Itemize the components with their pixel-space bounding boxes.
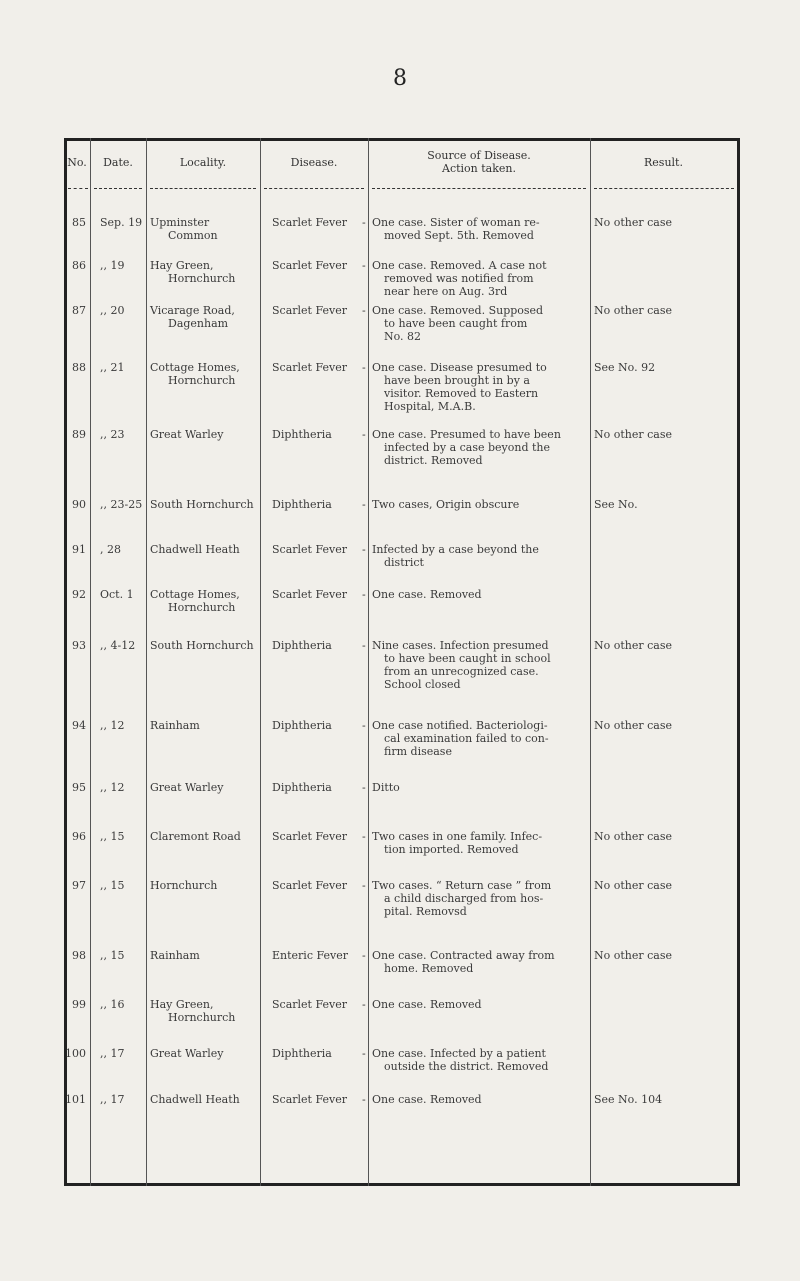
row-date: ,, 17: [100, 1047, 125, 1060]
leader-dash: -: [362, 498, 366, 511]
row-source-line: removed was notified from: [384, 272, 534, 285]
leader-dash: -: [362, 543, 366, 556]
row-source-line: tion imported. Removed: [384, 843, 519, 856]
row-source-line: Two cases in one family. Infec-: [372, 830, 543, 843]
row-locality-line: South Hornchurch: [150, 498, 254, 511]
table-bottom-rule: [64, 1183, 740, 1186]
row-source: [372, 588, 588, 601]
row-date: ,, 21: [100, 361, 125, 374]
row-number: 93: [72, 639, 86, 652]
row-number: 85: [72, 216, 86, 229]
row-date: ,, 20: [100, 304, 125, 317]
row-result: No other case: [594, 304, 673, 317]
row-source-line: One case notified. Bacteriologi-: [372, 719, 548, 732]
row-date: ,, 23-25: [100, 498, 143, 511]
row-locality-line: Dagenham: [168, 317, 229, 330]
row-date: ,, 17: [100, 1093, 125, 1106]
row-source: [372, 216, 588, 242]
row-locality-line: Cottage Homes,: [150, 361, 240, 374]
row-date: Sep. 19: [100, 216, 143, 229]
row-source: [372, 304, 588, 343]
row-locality-line: Rainham: [150, 719, 200, 732]
row-result: No other case: [594, 216, 673, 229]
row-locality-line: Hornchurch: [168, 272, 236, 285]
row-source-line: firm disease: [384, 745, 452, 758]
row-number: 90: [72, 498, 86, 511]
row-source-line: cal examination failed to con-: [384, 732, 549, 745]
row-locality: [150, 639, 260, 652]
row-disease: Scarlet Fever: [272, 543, 347, 556]
row-number: 99: [72, 998, 86, 1011]
row-number: 94: [72, 719, 86, 732]
row-disease: Scarlet Fever: [272, 1093, 347, 1106]
row-disease: Diphtheria: [272, 639, 332, 652]
row-number: 95: [72, 781, 86, 794]
row-number: 88: [72, 361, 86, 374]
row-source-line: One case. Removed: [372, 588, 482, 601]
row-locality-line: Cottage Homes,: [150, 588, 240, 601]
header-underline-result: [594, 188, 734, 189]
row-source: [372, 428, 588, 467]
row-source-line: infected by a case beyond the: [384, 441, 551, 454]
row-source-line: district. Removed: [384, 454, 483, 467]
header-date: Date.: [103, 155, 133, 169]
row-source-line: Two cases, Origin obscure: [372, 498, 520, 511]
leader-dash: -: [362, 1047, 366, 1060]
row-source-line: to have been caught from: [384, 317, 528, 330]
row-source: [372, 361, 588, 413]
row-source-line: from an unrecognized case.: [384, 665, 539, 678]
leader-dash: -: [362, 998, 366, 1011]
row-locality-line: South Hornchurch: [150, 639, 254, 652]
row-locality-line: Hay Green,: [150, 998, 214, 1011]
row-result: No other case: [594, 719, 673, 732]
row-source: [372, 719, 588, 758]
row-source-line: pital. Removsd: [384, 905, 467, 918]
row-source-line: home. Removed: [384, 962, 474, 975]
leader-dash: -: [362, 304, 366, 317]
row-source-line: One case. Contracted away from: [372, 949, 555, 962]
row-disease: Diphtheria: [272, 498, 332, 511]
leader-dash: -: [362, 428, 366, 441]
row-source-line: One case. Infected by a patient: [372, 1047, 546, 1060]
header-source-line2: Action taken.: [442, 162, 516, 175]
row-result: See No. 92: [594, 361, 656, 374]
row-disease: Diphtheria: [272, 719, 332, 732]
header-underline-disease: [264, 188, 364, 189]
row-locality: [150, 498, 260, 511]
row-date: ,, 12: [100, 719, 125, 732]
row-disease: Diphtheria: [272, 781, 332, 794]
row-source-line: Hospital, M.A.B.: [384, 400, 476, 413]
row-number: 101: [65, 1093, 86, 1106]
row-disease: Diphtheria: [272, 1047, 332, 1060]
row-disease: Scarlet Fever: [272, 259, 347, 272]
row-locality-line: Vicarage Road,: [150, 304, 235, 317]
row-date: ,, 19: [100, 259, 125, 272]
header-no: No.: [67, 155, 87, 169]
row-date: ,, 15: [100, 879, 125, 892]
row-source-line: Nine cases. Infection presumed: [372, 639, 549, 652]
row-date: ,, 12: [100, 781, 125, 794]
leader-dash: -: [362, 639, 366, 652]
row-source: [372, 639, 588, 691]
row-disease: Scarlet Fever: [272, 304, 347, 317]
row-source: [372, 259, 588, 298]
row-source-line: Infected by a case beyond the: [372, 543, 539, 556]
row-locality: [150, 543, 260, 556]
row-source-line: One case. Removed. A case not: [372, 259, 547, 272]
row-source: [372, 543, 588, 569]
row-date: ,, 16: [100, 998, 125, 1011]
col-rule-locality: [260, 138, 261, 1186]
row-result: No other case: [594, 949, 673, 962]
header-underline-locality: [150, 188, 256, 189]
row-source-line: No. 82: [384, 330, 422, 343]
row-result: No other case: [594, 830, 673, 843]
row-disease: Scarlet Fever: [272, 998, 347, 1011]
col-rule-disease: [368, 138, 369, 1186]
row-source-line: One case. Removed: [372, 998, 482, 1011]
row-source-line: One case. Removed. Supposed: [372, 304, 544, 317]
leader-dash: -: [362, 830, 366, 843]
row-source: [372, 830, 588, 856]
row-source-line: have been brought in by a: [384, 374, 530, 387]
header-disease: Disease.: [290, 155, 338, 169]
row-number: 87: [72, 304, 86, 317]
row-date: ,, 23: [100, 428, 125, 441]
row-date: ,, 15: [100, 949, 125, 962]
row-locality: [150, 216, 260, 242]
row-source-line: One case. Presumed to have been: [372, 428, 561, 441]
row-source-line: near here on Aug. 3rd: [384, 285, 508, 298]
row-locality-line: Chadwell Heath: [150, 543, 240, 556]
leader-dash: -: [362, 1093, 366, 1106]
leader-dash: -: [362, 259, 366, 272]
row-locality: [150, 879, 260, 892]
row-locality: [150, 304, 260, 330]
leader-dash: -: [362, 588, 366, 601]
row-source-line: One case. Removed: [372, 1093, 482, 1106]
row-locality: [150, 361, 260, 387]
row-source-line: district: [384, 556, 424, 569]
row-number: 91: [72, 543, 86, 556]
row-locality: [150, 949, 260, 962]
disease-table: [64, 138, 740, 1186]
row-number: 96: [72, 830, 86, 843]
col-rule-date: [146, 138, 147, 1186]
header-underline-date: [94, 188, 142, 189]
row-date: Oct. 1: [100, 588, 134, 601]
row-source-line: One case. Disease presumed to: [372, 361, 547, 374]
leader-dash: -: [362, 879, 366, 892]
col-rule-left: [64, 138, 67, 1186]
row-disease: Diphtheria: [272, 428, 332, 441]
row-locality-line: Common: [168, 229, 218, 242]
row-source: [372, 1093, 588, 1106]
row-number: 98: [72, 949, 86, 962]
row-locality: [150, 1093, 260, 1106]
row-number: 97: [72, 879, 86, 892]
row-source-line: Two cases. “ Return case ” from: [372, 879, 552, 892]
row-locality-line: Hornchurch: [150, 879, 218, 892]
row-locality: [150, 998, 260, 1024]
row-number: 92: [72, 588, 86, 601]
row-locality-line: Great Warley: [150, 428, 224, 441]
row-source: [372, 949, 588, 975]
row-source: [372, 879, 588, 918]
row-disease: Scarlet Fever: [272, 830, 347, 843]
row-locality-line: Rainham: [150, 949, 200, 962]
leader-dash: -: [362, 361, 366, 374]
row-locality-line: Hornchurch: [168, 601, 236, 614]
row-locality-line: Great Warley: [150, 1047, 224, 1060]
row-locality: [150, 588, 260, 614]
row-disease: Scarlet Fever: [272, 588, 347, 601]
row-disease: Scarlet Fever: [272, 216, 347, 229]
row-result: No other case: [594, 879, 673, 892]
header-locality: Locality.: [179, 155, 227, 169]
row-result: See No.: [594, 498, 638, 511]
row-locality: [150, 719, 260, 732]
header-result: Result.: [644, 155, 683, 169]
col-rule-source: [590, 138, 591, 1186]
row-result: No other case: [594, 428, 673, 441]
row-locality-line: Hornchurch: [168, 374, 236, 387]
row-locality: [150, 781, 260, 794]
row-locality: [150, 259, 260, 285]
row-date: ,, 15: [100, 830, 125, 843]
row-locality: [150, 428, 260, 441]
col-rule-no: [90, 138, 91, 1186]
row-locality-line: Upminster: [150, 216, 210, 229]
row-result: See No. 104: [594, 1093, 663, 1106]
row-date: , 28: [100, 543, 121, 556]
row-locality-line: Great Warley: [150, 781, 224, 794]
row-source-line: moved Sept. 5th. Removed: [384, 229, 534, 242]
page-number: 8: [393, 66, 407, 91]
row-locality: [150, 1047, 260, 1060]
row-locality: [150, 830, 260, 843]
row-source-line: a child discharged from hos-: [384, 892, 544, 905]
row-source: [372, 998, 588, 1011]
row-number: 89: [72, 428, 86, 441]
row-number: 100: [65, 1047, 86, 1060]
row-locality-line: Hay Green,: [150, 259, 214, 272]
row-source-line: outside the district. Removed: [384, 1060, 549, 1073]
row-locality-line: Claremont Road: [150, 830, 241, 843]
leader-dash: -: [362, 781, 366, 794]
leader-dash: -: [362, 949, 366, 962]
row-source-line: visitor. Removed to Eastern: [384, 387, 539, 400]
row-disease: Scarlet Fever: [272, 361, 347, 374]
header-source: [368, 138, 590, 186]
row-number: 86: [72, 259, 86, 272]
row-source: [372, 781, 588, 794]
header-underline-source: [372, 188, 586, 189]
row-source-line: School closed: [384, 678, 461, 691]
row-source: [372, 1047, 588, 1073]
leader-dash: -: [362, 719, 366, 732]
row-date: ,, 4-12: [100, 639, 136, 652]
row-locality-line: Chadwell Heath: [150, 1093, 240, 1106]
row-result: No other case: [594, 639, 673, 652]
row-source-line: One case. Sister of woman re-: [372, 216, 540, 229]
row-disease: Scarlet Fever: [272, 879, 347, 892]
leader-dash: -: [362, 216, 366, 229]
row-source: [372, 498, 588, 511]
row-source-line: to have been caught in school: [384, 652, 551, 665]
row-locality-line: Hornchurch: [168, 1011, 236, 1024]
row-source-line: Ditto: [372, 781, 400, 794]
row-disease: Enteric Fever: [272, 949, 349, 962]
header-source-line1: Source of Disease.: [427, 149, 531, 162]
header-underline-no: [68, 188, 88, 189]
col-rule-right: [737, 138, 740, 1186]
